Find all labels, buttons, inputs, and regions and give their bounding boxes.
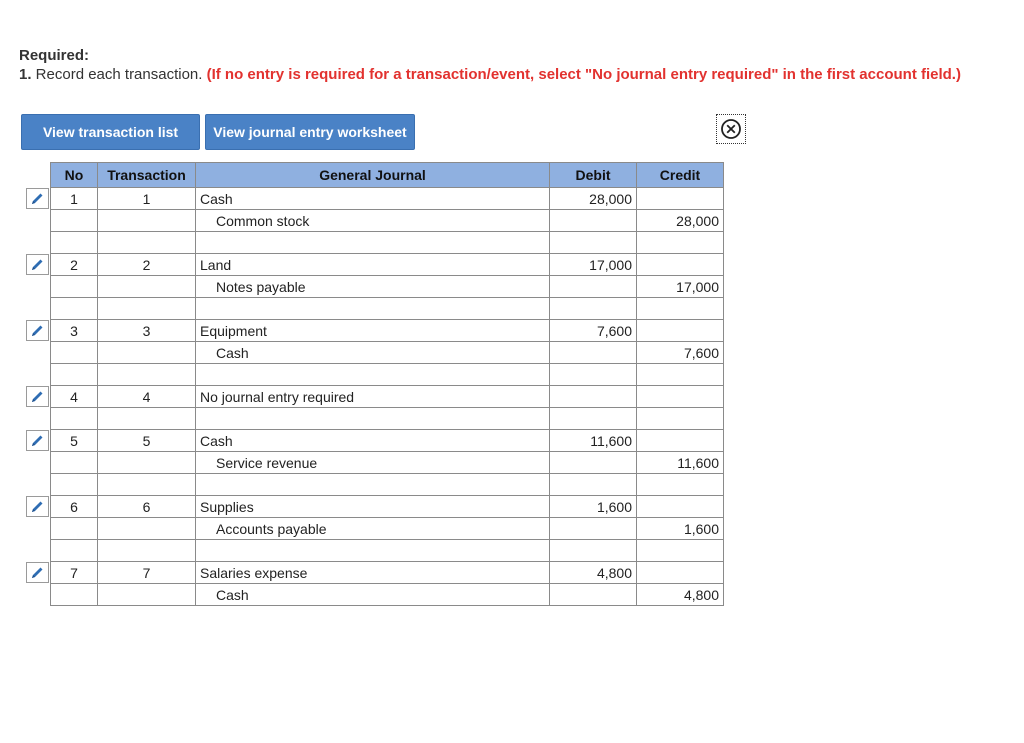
table-row <box>51 540 724 562</box>
header-no: No <box>51 163 98 188</box>
row-no-cell <box>51 408 98 430</box>
table-row <box>51 474 724 496</box>
row-credit-cell[interactable]: 11,600 <box>637 452 724 474</box>
pencil-icon <box>30 499 45 514</box>
row-debit-cell[interactable] <box>550 232 637 254</box>
row-transaction-cell <box>98 452 196 474</box>
row-transaction-cell: 5 <box>98 430 196 452</box>
table-row <box>51 452 724 474</box>
header-transaction: Transaction <box>98 163 196 188</box>
pencil-icon <box>30 191 45 206</box>
row-no-cell <box>51 518 98 540</box>
row-no-cell <box>51 584 98 606</box>
row-transaction-cell <box>98 540 196 562</box>
row-credit-cell[interactable] <box>637 430 724 452</box>
edit-entry-button[interactable] <box>26 430 49 451</box>
close-circle-icon <box>720 118 742 140</box>
row-transaction-cell <box>98 408 196 430</box>
row-credit-cell[interactable] <box>637 474 724 496</box>
instruction-number: 1. <box>19 66 32 83</box>
journal-body <box>51 188 724 606</box>
row-transaction-cell <box>98 584 196 606</box>
row-no-cell <box>51 210 98 232</box>
row-no-cell: 3 <box>51 320 98 342</box>
row-credit-cell[interactable] <box>637 188 724 210</box>
header-debit: Debit <box>550 163 637 188</box>
table-row <box>51 276 724 298</box>
row-no-cell: 7 <box>51 562 98 584</box>
row-no-cell <box>51 232 98 254</box>
row-transaction-cell: 1 <box>98 188 196 210</box>
row-debit-cell[interactable]: 1,600 <box>550 496 637 518</box>
row-transaction-cell <box>98 210 196 232</box>
row-debit-cell[interactable] <box>550 210 637 232</box>
row-account-cell[interactable]: No journal entry required <box>196 386 550 408</box>
row-no-cell: 1 <box>51 188 98 210</box>
row-transaction-cell: 3 <box>98 320 196 342</box>
row-credit-cell[interactable] <box>637 320 724 342</box>
instruction-note: (If no entry is required for a transaction/event, select "No journal entry required" in the first account field.) <box>206 66 961 83</box>
row-debit-cell[interactable]: 11,600 <box>550 430 637 452</box>
row-account-cell[interactable]: Cash <box>196 430 550 452</box>
row-transaction-cell: 2 <box>98 254 196 276</box>
row-no-cell: 5 <box>51 430 98 452</box>
general-journal-table <box>50 162 724 606</box>
instruction-text: Record each transaction. <box>31 66 207 83</box>
required-heading: Required: <box>19 47 90 64</box>
row-account-cell[interactable] <box>196 364 550 386</box>
row-debit-cell[interactable]: 17,000 <box>550 254 637 276</box>
row-credit-cell[interactable]: 28,000 <box>637 210 724 232</box>
table-row <box>51 232 724 254</box>
row-account-cell[interactable]: Cash <box>196 188 550 210</box>
row-account-cell[interactable]: Salaries expense <box>196 562 550 584</box>
table-row <box>51 364 724 386</box>
table-row <box>51 254 724 276</box>
row-no-cell <box>51 364 98 386</box>
row-no-cell <box>51 342 98 364</box>
row-account-cell[interactable]: Land <box>196 254 550 276</box>
row-account-cell[interactable]: Notes payable <box>196 276 550 298</box>
row-credit-cell[interactable] <box>637 562 724 584</box>
row-account-cell[interactable] <box>196 540 550 562</box>
table-row <box>51 562 724 584</box>
row-debit-cell[interactable] <box>550 298 637 320</box>
row-debit-cell[interactable] <box>550 364 637 386</box>
edit-entry-button[interactable] <box>26 386 49 407</box>
edit-entry-button[interactable] <box>26 320 49 341</box>
close-button[interactable] <box>716 114 746 144</box>
row-no-cell <box>51 540 98 562</box>
row-credit-cell[interactable] <box>637 364 724 386</box>
row-account-cell[interactable] <box>196 408 550 430</box>
row-credit-cell[interactable] <box>637 232 724 254</box>
row-no-cell <box>51 276 98 298</box>
row-debit-cell[interactable] <box>550 276 637 298</box>
table-row <box>51 518 724 540</box>
edit-entry-button[interactable] <box>26 254 49 275</box>
row-debit-cell[interactable]: 28,000 <box>550 188 637 210</box>
row-credit-cell[interactable] <box>637 408 724 430</box>
row-transaction-cell <box>98 364 196 386</box>
table-row <box>51 408 724 430</box>
row-transaction-cell: 7 <box>98 562 196 584</box>
row-no-cell: 4 <box>51 386 98 408</box>
instruction-line <box>19 66 961 83</box>
row-transaction-cell <box>98 298 196 320</box>
view-journal-worksheet-button[interactable]: View journal entry worksheet <box>205 114 415 150</box>
row-account-cell[interactable] <box>196 232 550 254</box>
pencil-icon <box>30 433 45 448</box>
row-transaction-cell <box>98 518 196 540</box>
row-credit-cell[interactable]: 1,600 <box>637 518 724 540</box>
row-debit-cell[interactable] <box>550 584 637 606</box>
row-debit-cell[interactable]: 7,600 <box>550 320 637 342</box>
pencil-icon <box>30 389 45 404</box>
row-credit-cell[interactable] <box>637 298 724 320</box>
header-credit: Credit <box>637 163 724 188</box>
row-transaction-cell <box>98 276 196 298</box>
row-debit-cell[interactable] <box>550 452 637 474</box>
table-row <box>51 210 724 232</box>
row-transaction-cell <box>98 342 196 364</box>
view-transaction-list-button[interactable]: View transaction list <box>21 114 200 150</box>
row-account-cell[interactable] <box>196 298 550 320</box>
table-row <box>51 298 724 320</box>
table-row <box>51 430 724 452</box>
row-debit-cell[interactable]: 4,800 <box>550 562 637 584</box>
edit-entry-button[interactable] <box>26 496 49 517</box>
row-debit-cell[interactable] <box>550 474 637 496</box>
table-row <box>51 342 724 364</box>
table-header-row <box>51 163 724 188</box>
row-debit-cell[interactable] <box>550 540 637 562</box>
row-debit-cell[interactable] <box>550 408 637 430</box>
row-no-cell <box>51 474 98 496</box>
pencil-icon <box>30 257 45 272</box>
row-account-cell[interactable]: Accounts payable <box>196 518 550 540</box>
edit-entry-button[interactable] <box>26 188 49 209</box>
table-row <box>51 188 724 210</box>
row-credit-cell[interactable] <box>637 540 724 562</box>
row-no-cell: 6 <box>51 496 98 518</box>
row-credit-cell[interactable]: 4,800 <box>637 584 724 606</box>
row-transaction-cell: 4 <box>98 386 196 408</box>
row-credit-cell[interactable]: 7,600 <box>637 342 724 364</box>
pencil-icon <box>30 565 45 580</box>
row-no-cell <box>51 452 98 474</box>
row-credit-cell[interactable] <box>637 386 724 408</box>
row-debit-cell[interactable] <box>550 518 637 540</box>
header-general-journal: General Journal <box>196 163 550 188</box>
row-account-cell[interactable]: Cash <box>196 342 550 364</box>
table-row <box>51 584 724 606</box>
table-row <box>51 386 724 408</box>
edit-entry-button[interactable] <box>26 562 49 583</box>
row-account-cell[interactable]: Cash <box>196 584 550 606</box>
row-no-cell <box>51 298 98 320</box>
row-account-cell[interactable]: Equipment <box>196 320 550 342</box>
row-no-cell: 2 <box>51 254 98 276</box>
row-account-cell[interactable]: Supplies <box>196 496 550 518</box>
row-account-cell[interactable] <box>196 474 550 496</box>
row-credit-cell[interactable] <box>637 254 724 276</box>
row-transaction-cell: 6 <box>98 496 196 518</box>
row-credit-cell[interactable]: 17,000 <box>637 276 724 298</box>
table-row <box>51 320 724 342</box>
row-account-cell[interactable]: Service revenue <box>196 452 550 474</box>
table-row <box>51 496 724 518</box>
row-debit-cell[interactable] <box>550 342 637 364</box>
row-credit-cell[interactable] <box>637 496 724 518</box>
row-transaction-cell <box>98 232 196 254</box>
pencil-icon <box>30 323 45 338</box>
row-transaction-cell <box>98 474 196 496</box>
row-account-cell[interactable]: Common stock <box>196 210 550 232</box>
row-debit-cell[interactable] <box>550 386 637 408</box>
